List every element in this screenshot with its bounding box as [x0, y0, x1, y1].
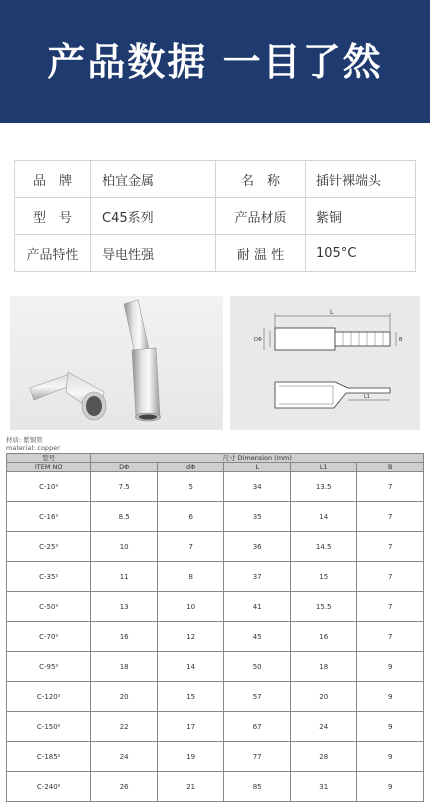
cell-DPhi: 22: [91, 712, 158, 742]
spec-value: 紫铜: [306, 198, 416, 235]
spec-row: [15, 161, 416, 198]
spec-value: C45系列: [91, 198, 216, 235]
header-banner: [0, 0, 430, 123]
cell-dPhi: 15: [157, 682, 224, 712]
cell-dPhi: 12: [157, 622, 224, 652]
table-row: [7, 562, 424, 592]
label-L1: L1: [364, 394, 370, 400]
cell-DPhi: 18: [91, 652, 158, 682]
cell-dPhi: 14: [157, 652, 224, 682]
cell-DPhi: 26: [91, 772, 158, 802]
table-row: [7, 652, 424, 682]
cell-dPhi: 8: [157, 562, 224, 592]
table-row: [7, 712, 424, 742]
cell-B: 7: [357, 592, 424, 622]
cell-L1: 14: [290, 502, 357, 532]
material-en: material: copper: [6, 444, 60, 452]
cell-B: 9: [357, 772, 424, 802]
cell-L1: 16: [290, 622, 357, 652]
cell-B: 7: [357, 562, 424, 592]
spec-value: 插针裸端头: [306, 161, 416, 198]
cell-dPhi: 10: [157, 592, 224, 622]
label-B: B: [399, 337, 403, 343]
cell-item: C-10²: [7, 472, 91, 502]
cell-B: 7: [357, 502, 424, 532]
spec-row: [15, 198, 416, 235]
dimension-table: [6, 453, 424, 802]
cell-B: 7: [357, 472, 424, 502]
spec-value: 导电性强: [91, 235, 216, 272]
terminal-illustration: [10, 296, 223, 430]
cell-DPhi: 24: [91, 742, 158, 772]
header-col-B: B: [357, 463, 424, 472]
cell-item: C-185²: [7, 742, 91, 772]
cell-L: 85: [224, 772, 291, 802]
cell-dPhi: 5: [157, 472, 224, 502]
cell-DPhi: 13: [91, 592, 158, 622]
spec-key: 产品材质: [216, 198, 306, 235]
spec-key: 型 号: [15, 198, 91, 235]
header-col-DPhi: DΦ: [91, 463, 158, 472]
table-row: [7, 592, 424, 622]
cell-L: 77: [224, 742, 291, 772]
cell-DPhi: 11: [91, 562, 158, 592]
cell-L: 45: [224, 622, 291, 652]
spec-value: 105°C: [306, 235, 416, 272]
header-item-en: ITEM NO: [7, 463, 91, 472]
cell-L1: 24: [290, 712, 357, 742]
cell-L: 37: [224, 562, 291, 592]
cell-B: 7: [357, 622, 424, 652]
cell-L: 50: [224, 652, 291, 682]
cell-L1: 31: [290, 772, 357, 802]
cell-item: C-70²: [7, 622, 91, 652]
header-dimension-group: 尺寸 Dimension (mm): [91, 454, 424, 463]
spec-key: 耐 温 性: [216, 235, 306, 272]
cell-L1: 15.5: [290, 592, 357, 622]
technical-drawing: [230, 296, 420, 430]
cell-L: 67: [224, 712, 291, 742]
table-row: [7, 772, 424, 802]
dimension-drawing: [230, 296, 420, 430]
cell-B: 7: [357, 532, 424, 562]
table-row: [7, 742, 424, 772]
cell-L1: 18: [290, 652, 357, 682]
spec-value: 柏宜金属: [91, 161, 216, 198]
cell-item: C-16²: [7, 502, 91, 532]
cell-dPhi: 17: [157, 712, 224, 742]
cell-dPhi: 19: [157, 742, 224, 772]
cell-dPhi: 6: [157, 502, 224, 532]
cell-DPhi: 16: [91, 622, 158, 652]
header-item-cn: 型号: [7, 454, 91, 463]
cell-dPhi: 7: [157, 532, 224, 562]
table-row: [7, 532, 424, 562]
cell-L1: 28: [290, 742, 357, 772]
cell-L: 36: [224, 532, 291, 562]
cell-dPhi: 21: [157, 772, 224, 802]
spec-key: 名 称: [216, 161, 306, 198]
cell-L: 35: [224, 502, 291, 532]
cell-DPhi: 10: [91, 532, 158, 562]
cell-L: 34: [224, 472, 291, 502]
cell-item: C-25²: [7, 532, 91, 562]
header-col-dPhi: dΦ: [157, 463, 224, 472]
cell-L: 41: [224, 592, 291, 622]
header-col-L1: L1: [290, 463, 357, 472]
cell-item: C-95²: [7, 652, 91, 682]
cell-item: C-150²: [7, 712, 91, 742]
table-row: [7, 622, 424, 652]
cell-L1: 14.5: [290, 532, 357, 562]
cell-DPhi: 20: [91, 682, 158, 712]
cell-DPhi: 8.5: [91, 502, 158, 532]
table-row: [7, 682, 424, 712]
spec-key: 品 牌: [15, 161, 91, 198]
cell-L1: 13.5: [290, 472, 357, 502]
label-L: L: [330, 309, 334, 316]
material-cn: 材质: 紫铜管: [6, 436, 43, 444]
table-row: [7, 502, 424, 532]
cell-L: 57: [224, 682, 291, 712]
product-photo: [10, 296, 223, 430]
table-row: [7, 472, 424, 502]
cell-item: C-50²: [7, 592, 91, 622]
cell-L1: 20: [290, 682, 357, 712]
spec-key: 产品特性: [15, 235, 91, 272]
cell-DPhi: 7.5: [91, 472, 158, 502]
spec-table: [14, 160, 416, 272]
cell-B: 9: [357, 742, 424, 772]
spec-row: [15, 235, 416, 272]
cell-item: C-35²: [7, 562, 91, 592]
label-DPhi: DΦ: [254, 337, 262, 343]
cell-L1: 15: [290, 562, 357, 592]
header-col-L: L: [224, 463, 291, 472]
banner-title: 产品数据 一目了然: [47, 40, 383, 84]
cell-B: 9: [357, 682, 424, 712]
cell-B: 9: [357, 652, 424, 682]
cell-item: C-240²: [7, 772, 91, 802]
cell-B: 9: [357, 712, 424, 742]
cell-item: C-120²: [7, 682, 91, 712]
